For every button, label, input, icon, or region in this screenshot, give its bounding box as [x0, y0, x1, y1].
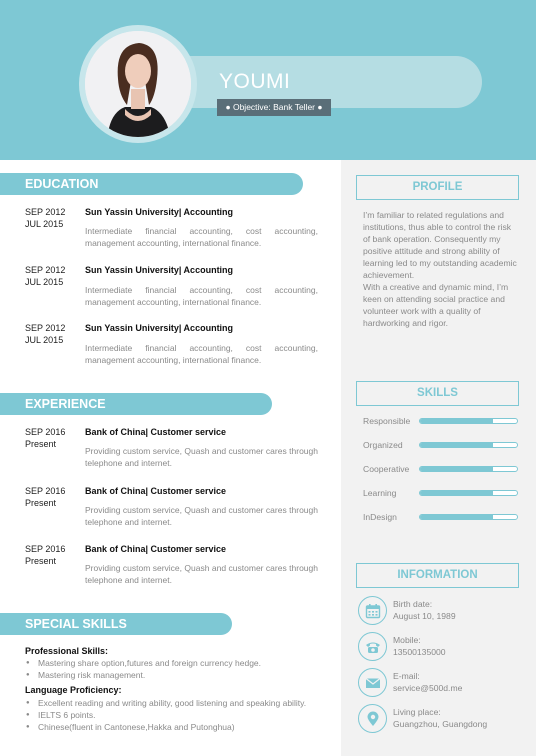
- entry-title: Bank of China| Customer service: [85, 486, 227, 496]
- entry-description: Intermediate financial accounting, cost accounting, management accounting, international finance.: [85, 285, 318, 307]
- entry-title: Sun Yassin University| Accounting: [85, 323, 234, 333]
- information-heading: INFORMATION: [356, 563, 519, 588]
- skill-bar: [419, 514, 518, 520]
- skill-label: Learning: [363, 488, 397, 498]
- list-item: ● IELTS 6 points.: [25, 709, 318, 721]
- entry-date-range: SEP 2012 JUL 2015: [25, 323, 66, 345]
- skill-bar-fill: [420, 443, 493, 447]
- entry-date-range: SEP 2012 JUL 2015: [25, 207, 66, 229]
- profile-text: I’m familiar to related regulations and institutions, thus able to control the risk of bank operation. Consequently my positive attitude and strong ability of learning led to my outstanding academic achievement. With a creative and dynamic mind, I’m keen on attending social practice and volunteer work with a quality of hardworking and rigor.: [363, 210, 517, 328]
- professional-skills-list: [25, 657, 318, 681]
- info-living-place: Living place: Guangzhou, Guangdong: [393, 707, 488, 729]
- info-email: E-mail: service@500d.me: [393, 671, 463, 693]
- entry-date-range: SEP 2016 Present: [25, 486, 66, 508]
- profile-heading: PROFILE: [356, 175, 519, 200]
- location-pin-icon: [358, 704, 387, 733]
- skill-bar-fill: [420, 467, 493, 471]
- skills-heading: SKILLS: [356, 381, 519, 406]
- experience-heading: EXPERIENCE: [0, 393, 272, 415]
- mail-icon: [358, 668, 387, 697]
- phone-icon: [358, 632, 387, 661]
- skill-bar-fill: [420, 419, 493, 423]
- skill-bar: [419, 442, 518, 448]
- list-item: ● Excellent reading and writing ability, good listening and speaking ability.: [25, 697, 318, 709]
- entry-description: Intermediate financial accounting, cost accounting, management accounting, international finance.: [85, 226, 318, 248]
- info-birth-date: Birth date: August 10, 1989: [393, 599, 456, 621]
- entry-description: Intermediate financial accounting, cost accounting, management accounting, international finance.: [85, 343, 318, 365]
- objective-badge: ● Objective: Bank Teller ●: [217, 99, 331, 116]
- entry-description: Providing custom service, Quash and customer cares through telephone and internet.: [85, 505, 318, 527]
- info-mobile: Mobile: 13500135000: [393, 635, 446, 657]
- entry-title: Sun Yassin University| Accounting: [85, 207, 234, 217]
- list-item: ● Mastering share option,futures and foreign currency hedge.: [25, 657, 318, 669]
- list-item: ● Chinese(fluent in Cantonese,Hakka and Putonghua): [25, 721, 318, 733]
- skill-label: Organized: [363, 440, 403, 450]
- person-name: YOUMI: [219, 70, 291, 93]
- entry-title: Sun Yassin University| Accounting: [85, 265, 234, 275]
- education-heading: EDUCATION: [0, 173, 303, 195]
- skill-label: Cooperative: [363, 464, 410, 474]
- entry-title: Bank of China| Customer service: [85, 427, 227, 437]
- entry-date-range: SEP 2016 Present: [25, 427, 66, 449]
- calendar-icon: [358, 596, 387, 625]
- skill-bar: [419, 466, 518, 472]
- entry-title: Bank of China| Customer service: [85, 544, 227, 554]
- language-proficiency-heading: Language Proficiency:: [25, 685, 122, 695]
- avatar: [85, 31, 191, 137]
- skill-bar-fill: [420, 491, 493, 495]
- list-item: ● Mastering risk management.: [25, 669, 318, 681]
- skill-bar-fill: [420, 515, 493, 519]
- avatar-portrait-icon: [85, 31, 191, 137]
- professional-skills-heading: Professional Skills:: [25, 646, 109, 656]
- entry-date-range: SEP 2016 Present: [25, 544, 66, 566]
- special-skills-heading: SPECIAL SKILLS: [0, 613, 232, 635]
- skill-bar: [419, 490, 518, 496]
- skill-label: Responsible: [363, 416, 411, 426]
- skill-bar: [419, 418, 518, 424]
- entry-description: Providing custom service, Quash and customer cares through telephone and internet.: [85, 446, 318, 468]
- entry-description: Providing custom service, Quash and customer cares through telephone and internet.: [85, 563, 318, 585]
- language-list: [25, 697, 318, 733]
- skill-label: InDesign: [363, 512, 397, 522]
- entry-date-range: SEP 2012 JUL 2015: [25, 265, 66, 287]
